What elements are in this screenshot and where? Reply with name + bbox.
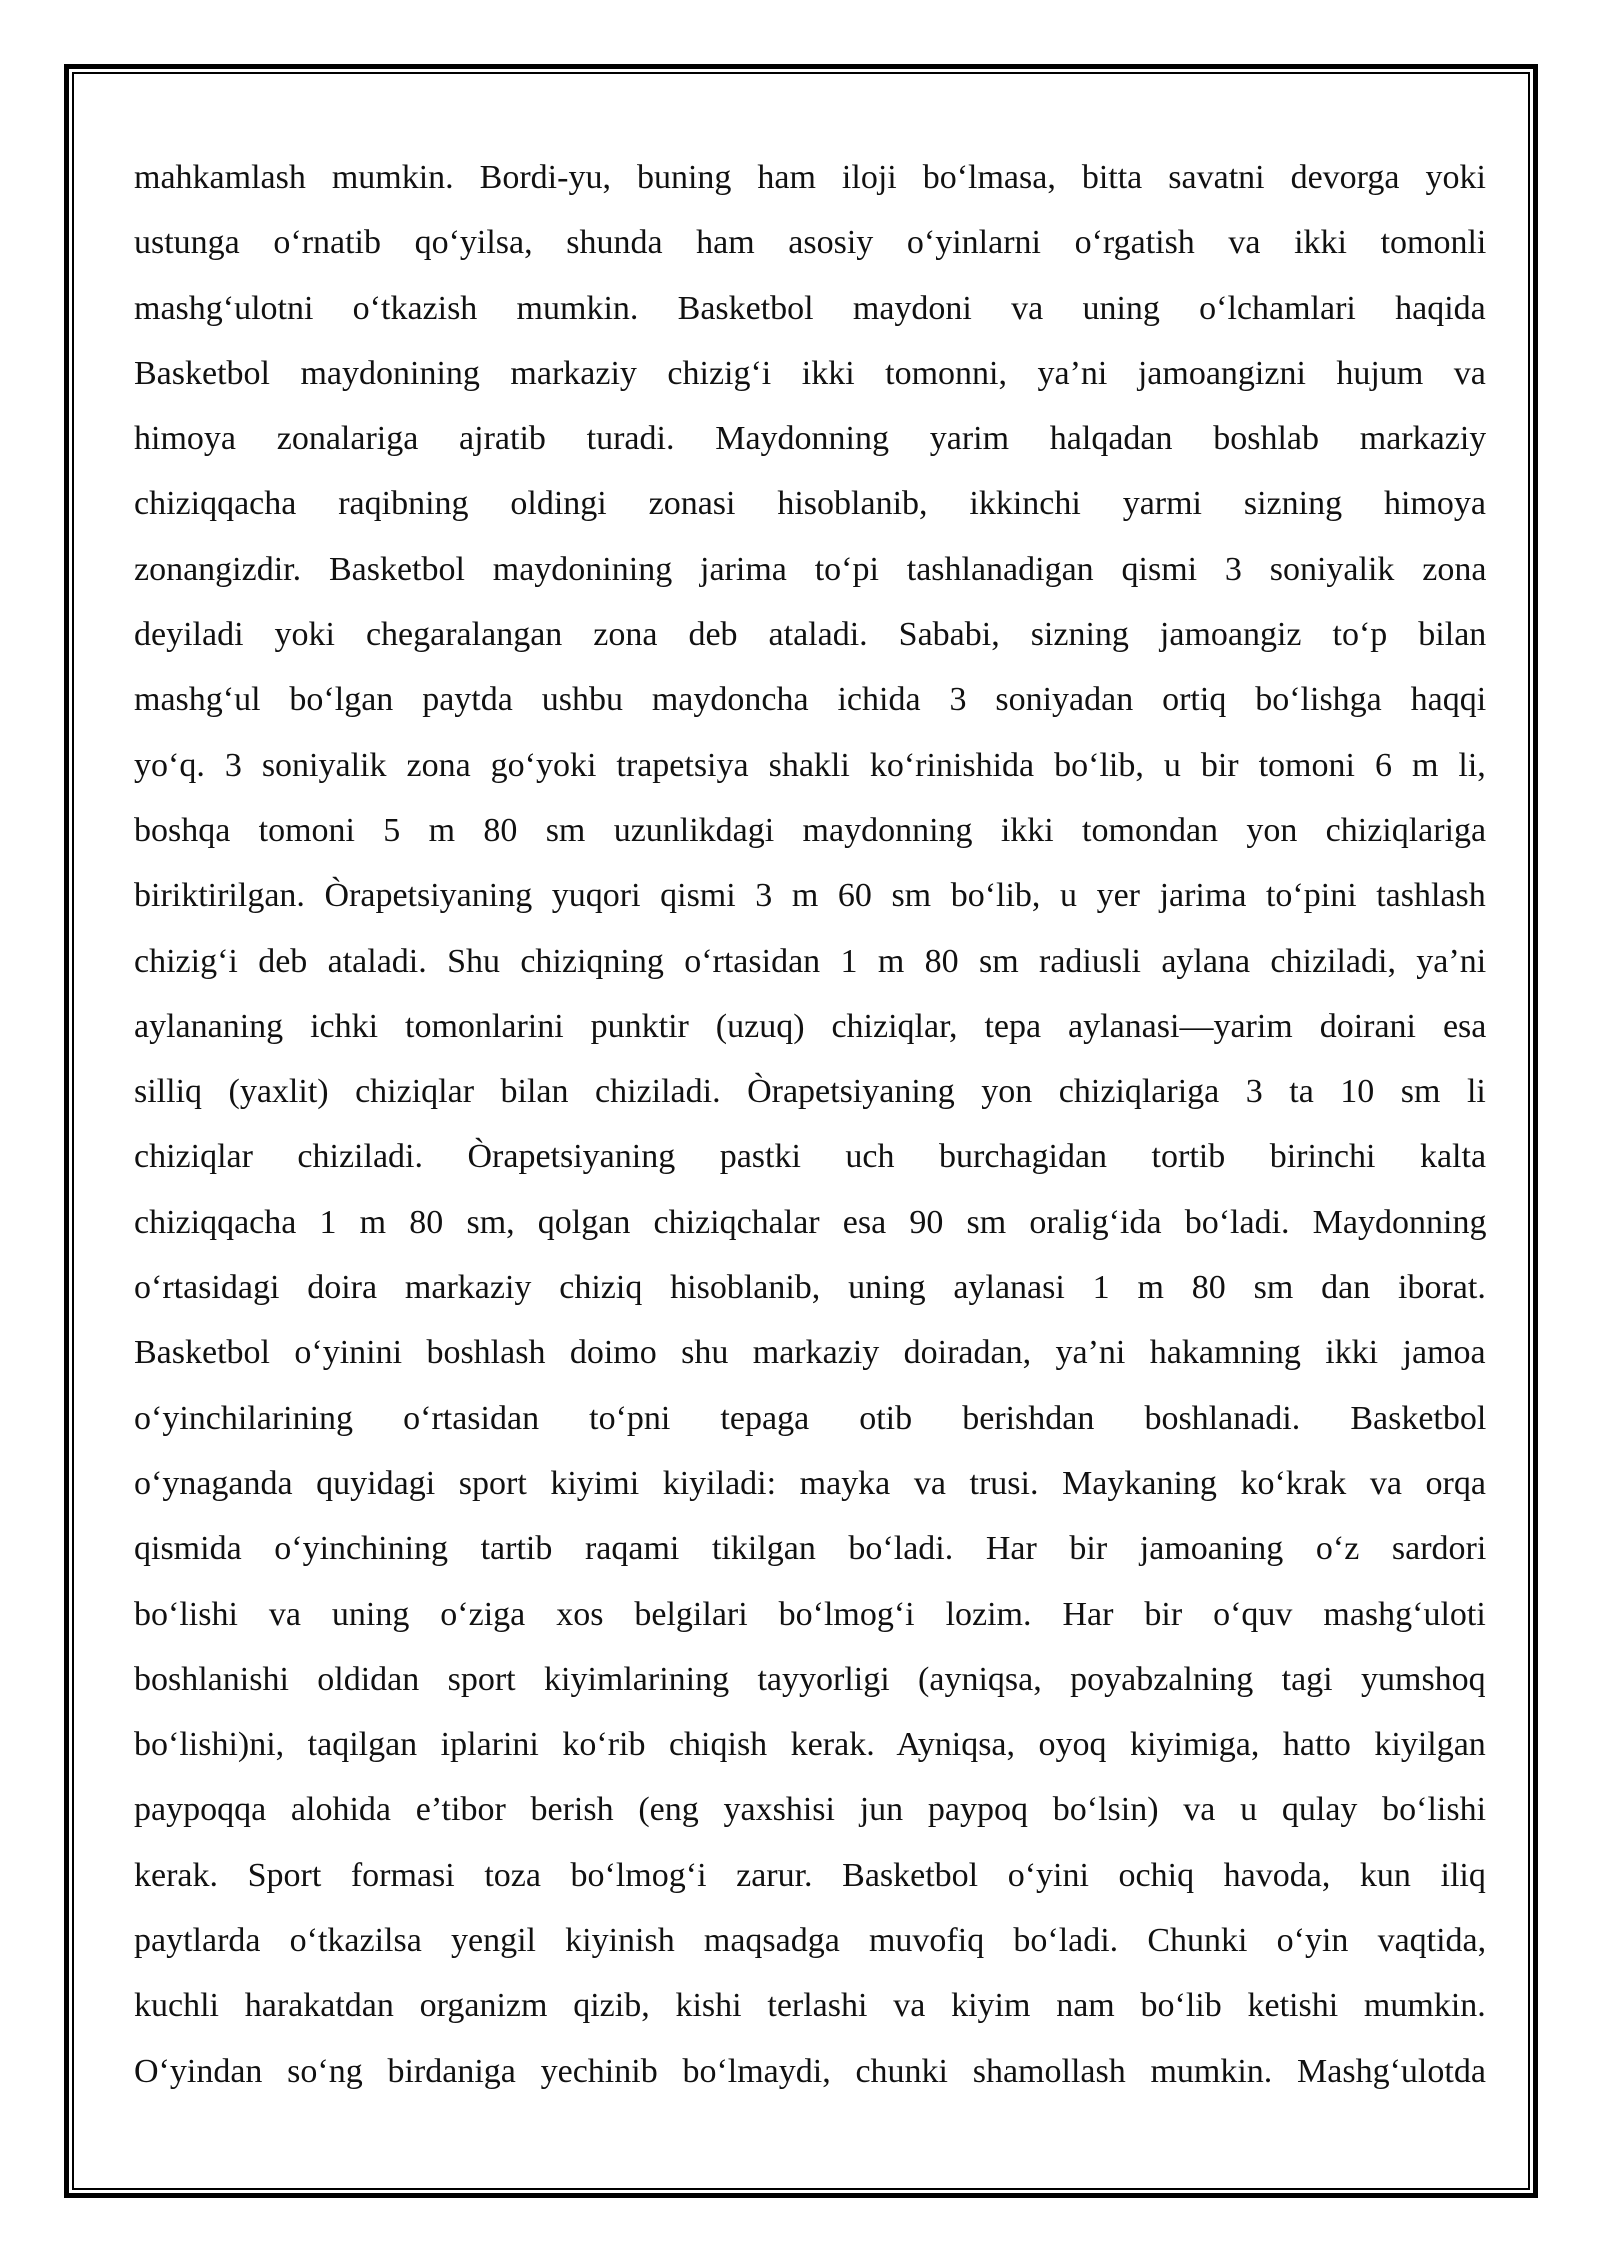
text-line-15: silliq (yaxlit) chiziqlar bilan chiziladi. Òrapetsiyaning yon chiziqlariga 3 ta 10 sm li [134, 1073, 1486, 1111]
text-line-9: mashg‘ul bo‘lgan paytda ushbu maydoncha ichida 3 soniyadan ortiq bo‘lishga haqqi [134, 681, 1486, 719]
text-line-20: o‘yinchilarining o‘rtasidan to‘pni tepaga otib berishdan boshlanadi. Basketbol [134, 1399, 1486, 1437]
text-line-26: paypoqqa alohida e’tibor berish (eng yaxshisi jun paypoq bo‘lsin) va u qulay bo‘lishi [134, 1791, 1486, 1829]
text-line-25: bo‘lishi)ni, taqilgan iplarini ko‘rib chiqish kerak. Ayniqsa, oyoq kiyimiga, hatto kiyilgan [134, 1726, 1486, 1764]
body-text [134, 145, 1486, 2104]
text-line-24: boshlanishi oldidan sport kiyimlarining tayyorligi (ayniqsa, poyabzalning tagi yumshoq [134, 1660, 1486, 1698]
text-line-19: Basketbol o‘yinini boshlash doimo shu markaziy doiradan, ya’ni hakamning ikki jamoa [134, 1334, 1486, 1372]
text-line-30: O‘yindan so‘ng birdaniga yechinib bo‘lmaydi, chunki shamollash mumkin. Mashg‘ulotda [134, 2052, 1486, 2090]
text-line-23: bo‘lishi va uning o‘ziga xos belgilari bo‘lmog‘i lozim. Har bir o‘quv mashg‘uloti [134, 1595, 1486, 1633]
text-line-5: himoya zonalariga ajratib turadi. Maydonning yarim halqadan boshlab markaziy [134, 420, 1486, 458]
text-line-16: chiziqlar chiziladi. Òrapetsiyaning pastki uch burchagidan tortib birinchi kalta [134, 1138, 1486, 1176]
text-line-6: chiziqqacha raqibning oldingi zonasi hisoblanib, ikkinchi yarmi sizning himoya [134, 485, 1486, 523]
text-line-14: aylananing ichki tomonlarini punktir (uzuq) chiziqlar, tepa aylanasi—yarim doirani esa [134, 1007, 1486, 1045]
text-line-10: yo‘q. 3 soniyalik zona go‘yoki trapetsiya shakli ko‘rinishida bo‘lib, u bir tomoni 6 m li, [134, 746, 1486, 784]
text-line-11: boshqa tomoni 5 m 80 sm uzunlikdagi maydonning ikki tomondan yon chiziqlariga [134, 811, 1486, 849]
text-line-7: zonangizdir. Basketbol maydonining jarima to‘pi tashlanadigan qismi 3 soniyalik zona [134, 550, 1486, 588]
text-line-29: kuchli harakatdan organizm qizib, kishi terlashi va kiyim nam bo‘lib ketishi mumkin. [134, 1987, 1486, 2025]
text-line-27: kerak. Sport formasi toza bo‘lmog‘i zarur. Basketbol o‘yini ochiq havoda, kun iliq [134, 1856, 1486, 1894]
text-line-1: mahkamlash mumkin. Bordi-yu, buning ham iloji bo‘lmasa, bitta savatni devorga yoki [134, 159, 1486, 196]
text-line-4: Basketbol maydonining markaziy chizig‘i ikki tomonni, ya’ni jamoangizni hujum va [134, 354, 1486, 392]
text-line-12: biriktirilgan. Òrapetsiyaning yuqori qismi 3 m 60 sm bo‘lib, u yer jarima to‘pini tashlash [134, 877, 1486, 915]
text-line-18: o‘rtasidagi doira markaziy chiziq hisoblanib, uning aylanasi 1 m 80 sm dan iborat. [134, 1269, 1486, 1307]
text-line-2: ustunga o‘rnatib qo‘yilsa, shunda ham asosiy o‘yinlarni o‘rgatish va ikki tomonli [134, 224, 1486, 262]
text-line-3: mashg‘ulotni o‘tkazish mumkin. Basketbol maydoni va uning o‘lchamlari haqida [134, 289, 1486, 327]
text-line-22: qismida o‘yinchining tartib raqami tikilgan bo‘ladi. Har bir jamoaning o‘z sardori [134, 1530, 1486, 1568]
text-line-21: o‘ynaganda quyidagi sport kiyimi kiyiladi: mayka va trusi. Maykaning ko‘krak va orqa [134, 1464, 1486, 1502]
text-line-8: deyiladi yoki chegaralangan zona deb ataladi. Sababi, sizning jamoangiz to‘p bilan [134, 616, 1486, 654]
text-line-13: chizig‘i deb ataladi. Shu chiziqning o‘rtasidan 1 m 80 sm radiusli aylana chiziladi, ya’ni [134, 942, 1486, 980]
text-line-28: paytlarda o‘tkazilsa yengil kiyinish maqsadga muvofiq bo‘ladi. Chunki o‘yin vaqtida, [134, 1922, 1486, 1960]
text-line-17: chiziqqacha 1 m 80 sm, qolgan chiziqchalar esa 90 sm oralig‘ida bo‘ladi. Maydonning [134, 1203, 1486, 1241]
